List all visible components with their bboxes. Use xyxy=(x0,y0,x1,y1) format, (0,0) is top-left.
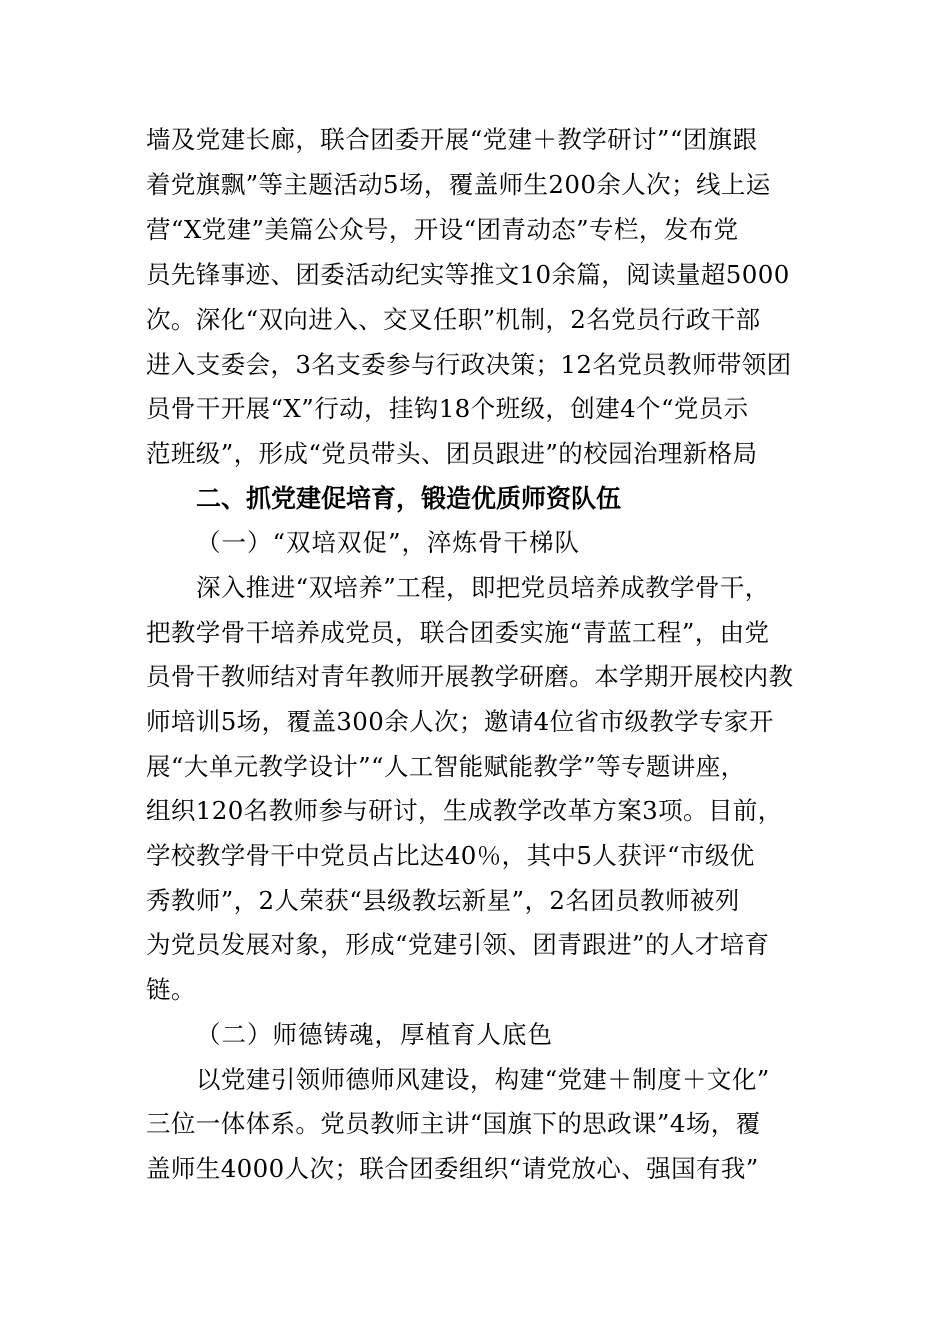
paragraph-line: 以党建引领师德师风建设，构建“党建＋制度＋文化” xyxy=(196,1065,770,1094)
paragraph-line: 员骨干教师结对青年教师开展教学研磨。本学期开展校内教 xyxy=(146,662,794,691)
paragraph-line: 为党员发展对象，形成“党建引领、团青跟进”的人才培育 xyxy=(146,930,770,959)
paragraph-line: 次。深化“双向进入、交叉任职”机制，2名党员行政干部 xyxy=(146,305,761,334)
paragraph-line: 范班级”，形成“党员带头、团员跟进”的校园治理新格局 xyxy=(146,439,758,468)
paragraph-line: 墙及党建长廊，联合团委开展“党建＋教学研讨”“团旗跟 xyxy=(146,125,758,154)
paragraph-line: 员骨干开展“X”行动，挂钩18个班级，创建4个“党员示 xyxy=(146,394,749,423)
paragraph-line: 秀教师”，2人荣获“县级教坛新星”，2名团员教师被列 xyxy=(146,886,740,915)
paragraph-line: 着党旗飘”等主题活动5场，覆盖师生200余人次；线上运 xyxy=(146,170,771,199)
section-heading: 二、抓党建促培育，锻造优质师资队伍 xyxy=(196,484,622,513)
paragraph-line: 组织120名教师参与研讨，生成教学改革方案3项。目前， xyxy=(146,796,783,825)
paragraph-line: 三位一体体系。党员教师主讲“国旗下的思政课”4场，覆 xyxy=(146,1109,761,1138)
paragraph-line: 展“大单元教学设计”“人工智能赋能教学”等专题讲座， xyxy=(146,752,746,781)
paragraph-line: 营“X党建”美篇公众号，开设“团青动态”专栏，发布党 xyxy=(146,215,739,244)
paragraph-line: 员先锋事迹、团委活动纪实等推文10余篇，阅读量超5000 xyxy=(146,260,790,289)
paragraph-line: 学校教学骨干中党员占比达40％，其中5人获评“市级优 xyxy=(146,841,755,870)
paragraph-line: 师培训5场，覆盖300余人次；邀请4位省市级教学专家开 xyxy=(146,707,774,736)
paragraph-line: 链。 xyxy=(146,975,196,1004)
paragraph-line: 进入支委会，3名支委参与行政决策；12名党员教师带领团 xyxy=(146,350,792,379)
subsection-heading: （二）师德铸魂，厚植育人底色 xyxy=(196,1020,553,1049)
subsection-heading: （一）“双培双促”，淬炼骨干梯队 xyxy=(196,528,581,557)
paragraph-line: 深入推进“双培养”工程，即把党员培养成教学骨干， xyxy=(196,573,770,602)
paragraph-line: 盖师生4000人次；联合团委组织“请党放心、强国有我” xyxy=(146,1154,759,1183)
paragraph-line: 把教学骨干培养成党员，联合团委实施“青蓝工程”，由党 xyxy=(146,618,770,647)
